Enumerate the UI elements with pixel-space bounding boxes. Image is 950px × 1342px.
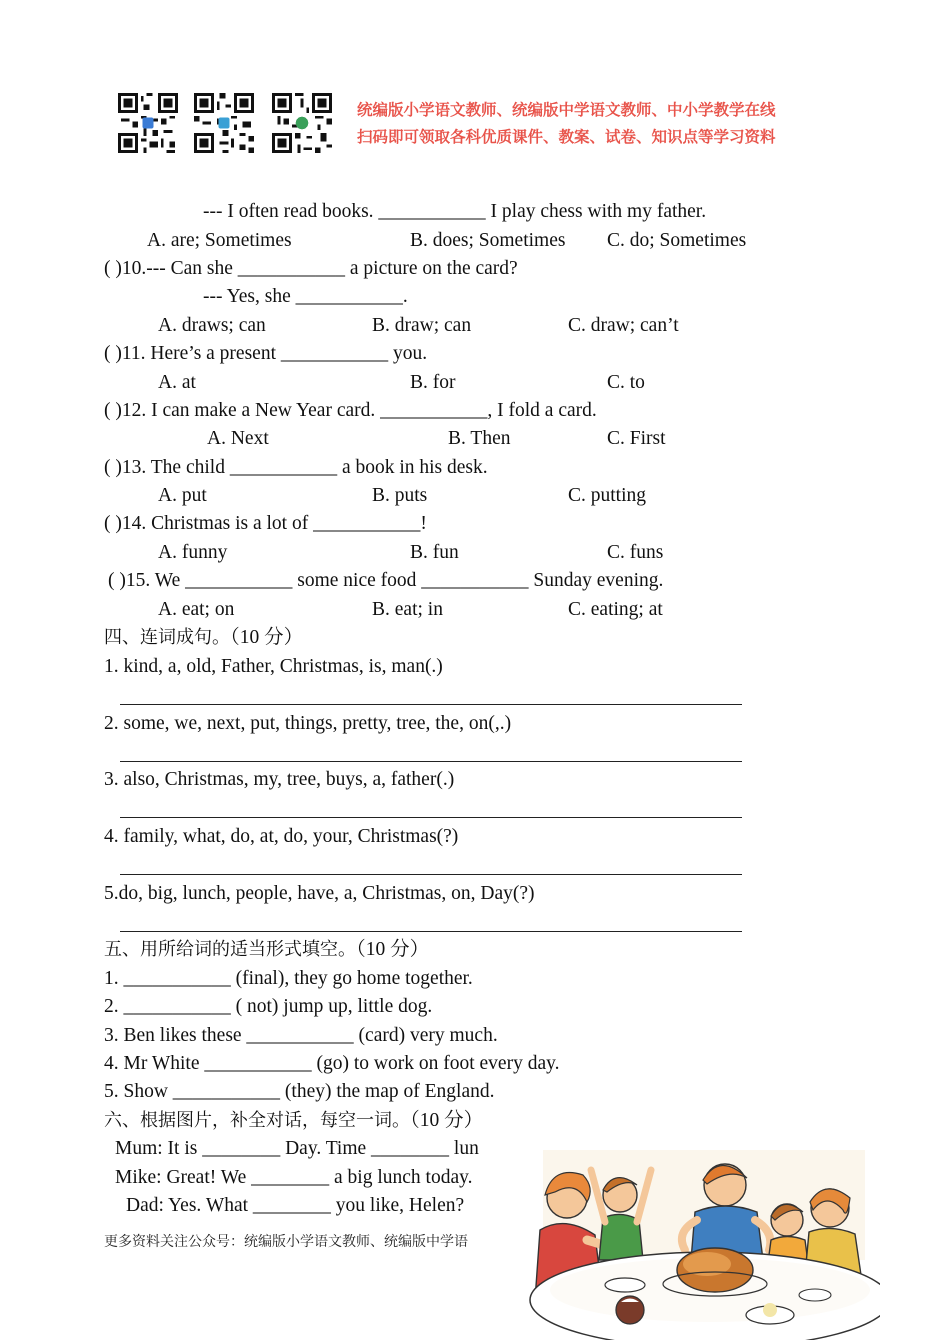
s4-answer-line-1[interactable] — [120, 704, 742, 705]
section6-heading — [104, 1108, 483, 1134]
q13-question: ( )13. The child ___________ a book in his desk. — [104, 457, 488, 478]
section5-heading — [104, 937, 429, 963]
qr-code-3 — [272, 93, 332, 153]
banner-line-1: 统编版小学语文教师、统编版中学语文教师、中小学教学在线 — [357, 101, 776, 119]
s4-item-3: 3. also, Christmas, my, tree, buys, a, father(.) — [104, 769, 455, 790]
s4-answer-line-4[interactable] — [120, 874, 742, 875]
q15-option-a: A. eat; on — [158, 599, 235, 620]
s4-item-5: 5.do, big, lunch, people, have, a, Christmas, on, Day(?) — [104, 883, 535, 904]
q9-option-a: A. are; Sometimes — [147, 230, 292, 251]
q10-answer-line: --- Yes, she ___________. — [203, 286, 408, 307]
q12-option-b: B. Then — [448, 428, 511, 449]
s4-answer-line-3[interactable] — [120, 817, 742, 818]
s4-answer-line-5[interactable] — [120, 931, 742, 932]
s4-answer-line-2[interactable] — [120, 761, 742, 762]
q9-option-b: B. does; Sometimes — [410, 230, 566, 251]
q13-option-a: A. put — [158, 485, 207, 506]
s6-dialogue-mike: Mike: Great! We ________ a big lunch today. — [115, 1167, 473, 1188]
promo-banner — [357, 97, 837, 151]
s6-dialogue-dad: Dad: Yes. What ________ you like, Helen? — [126, 1195, 465, 1216]
section4-heading — [104, 625, 303, 651]
s5-item-3: 3. Ben likes these ___________ (card) very much. — [104, 1025, 498, 1046]
section6-points: （10 分） — [410, 1110, 484, 1131]
qr-code-2 — [194, 93, 254, 153]
s5-item-5: 5. Show ___________ (they) the map of England. — [104, 1081, 495, 1102]
section6-title: 六、根据图片，补全对话，每空一词。 — [104, 1110, 410, 1131]
s5-item-1: 1. ___________ (final), they go home together. — [104, 968, 473, 989]
q10-option-c: C. draw; can’t — [568, 315, 679, 336]
q15-option-c: C. eating; at — [568, 599, 663, 620]
q12-option-a: A. Next — [207, 428, 269, 449]
banner-line-2: 扫码即可领取各科优质课件、教案、试卷、知识点等学习资料 — [357, 128, 776, 146]
s5-item-2: 2. ___________ ( not) jump up, little dog. — [104, 996, 433, 1017]
footer-note: 更多资料关注公众号：统编版小学语文教师、统编版中学语 — [104, 1234, 468, 1250]
q13-option-b: B. puts — [372, 485, 428, 506]
q11-option-a: A. at — [158, 372, 196, 393]
s4-item-1: 1. kind, a, old, Father, Christmas, is, man(.) — [104, 656, 443, 677]
q14-option-c: C. funs — [607, 542, 664, 563]
q11-option-c: C. to — [607, 372, 645, 393]
family-dinner-illustration — [525, 1140, 880, 1340]
q10-question: ( )10.--- Can she ___________ a picture on the card? — [104, 258, 518, 279]
qr-code-1 — [118, 93, 178, 153]
section5-points: （10 分） — [356, 939, 430, 960]
q15-option-b: B. eat; in — [372, 599, 443, 620]
q15-question: ( )15. We ___________ some nice food ___________ Sunday evening. — [108, 570, 664, 591]
s4-item-2: 2. some, we, next, put, things, pretty, tree, the, on(,.) — [104, 713, 512, 734]
q14-option-a: A. funny — [158, 542, 228, 563]
s5-item-4: 4. Mr White ___________ (go) to work on foot every day. — [104, 1053, 560, 1074]
section4-points: （10 分） — [230, 627, 304, 648]
q12-option-c: C. First — [607, 428, 666, 449]
q13-option-c: C. putting — [568, 485, 647, 506]
q11-question: ( )11. Here’s a present ___________ you. — [104, 343, 428, 364]
q10-option-b: B. draw; can — [372, 315, 472, 336]
s4-item-4: 4. family, what, do, at, do, your, Christmas(?) — [104, 826, 459, 847]
s6-dialogue-mum: Mum: It is ________ Day. Time ________ lun — [115, 1138, 479, 1159]
q10-option-a: A. draws; can — [158, 315, 266, 336]
q9-answer-line: --- I often read books. ___________ I play chess with my father. — [203, 201, 707, 222]
q11-option-b: B. for — [410, 372, 456, 393]
q14-option-b: B. fun — [410, 542, 459, 563]
q12-question: ( )12. I can make a New Year card. ___________, I fold a card. — [104, 400, 597, 421]
q9-option-c: C. do; Sometimes — [607, 230, 747, 251]
section4-title: 四、连词成句。 — [104, 627, 230, 648]
q14-question: ( )14. Christmas is a lot of ___________! — [104, 513, 427, 534]
section5-title: 五、用所给词的适当形式填空。 — [104, 939, 356, 960]
